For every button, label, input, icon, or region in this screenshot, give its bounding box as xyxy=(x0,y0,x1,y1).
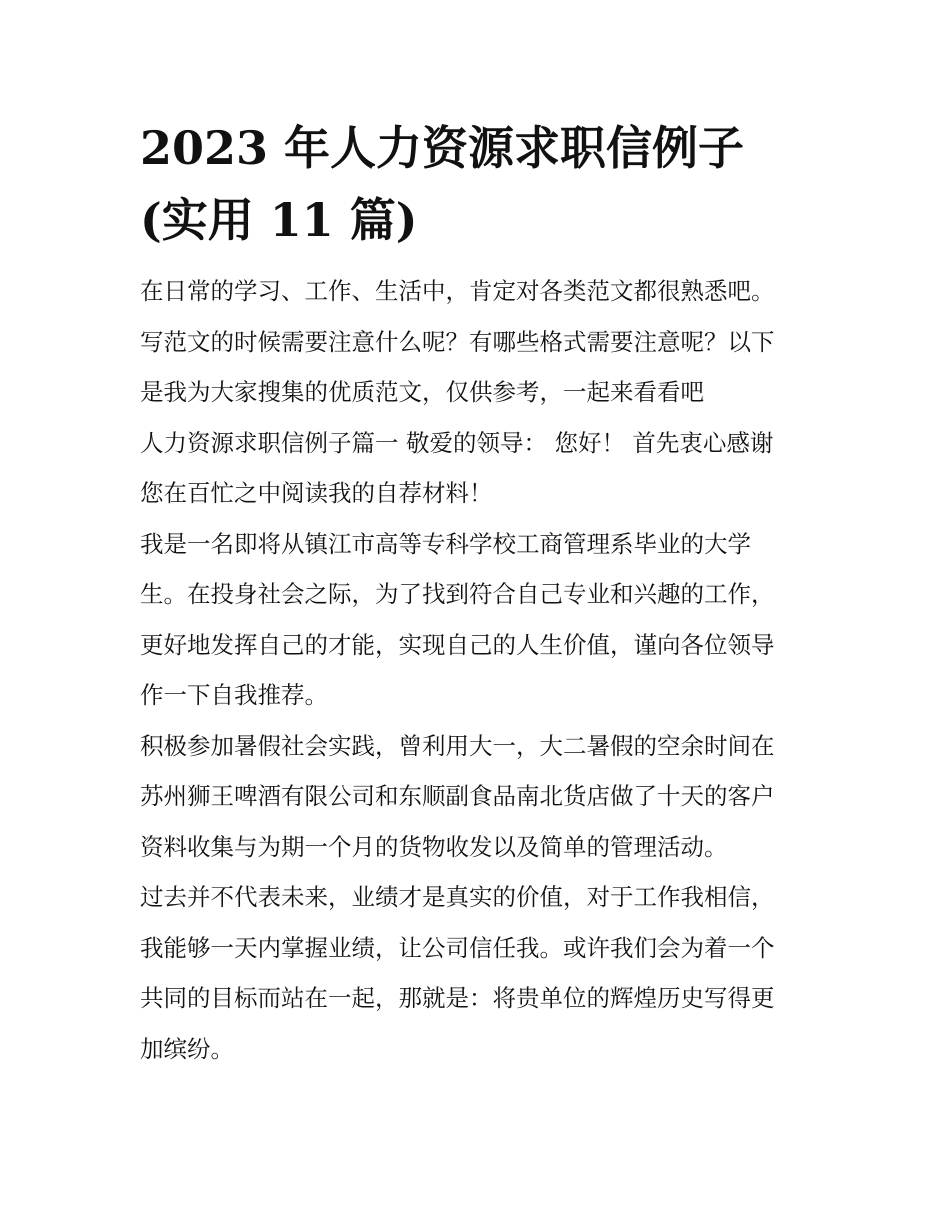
text-line: 苏州狮王啤酒有限公司和东顺副食品南北货店做了十天的客户 xyxy=(140,782,775,810)
text-line: 生。在投身社会之际，为了找到符合自己专业和兴趣的工作， xyxy=(140,580,775,608)
text-line: 我能够一天内掌握业绩，让公司信任我。或许我们会为着一个 xyxy=(140,933,775,962)
text-line: 您在百忙之中阅读我的自荐材料！ xyxy=(140,479,493,507)
text-line: 写范文的时候需要注意什么呢？有哪些格式需要注意呢？以下 xyxy=(140,327,775,356)
paragraph-self-intro xyxy=(140,519,820,721)
paragraph-practice xyxy=(140,721,820,873)
title-line: 2023 年人力资源求职信例子 xyxy=(140,121,745,175)
text-line: 是我为大家搜集的优质范文，仅供参考，一起来看看吧 xyxy=(140,378,704,406)
text-line: 在日常的学习、工作、生活中，肯定对各类范文都很熟悉吧。 xyxy=(140,277,775,305)
text-line: 加缤纷。 xyxy=(140,1034,234,1063)
paragraph-greeting xyxy=(140,418,820,519)
document-body xyxy=(140,112,820,1074)
paragraph-closing xyxy=(140,872,820,1074)
text-line: 我是一名即将从镇江市高等专科学校工商管理系毕业的大学 xyxy=(140,529,751,558)
text-line: 过去并不代表未来，业绩才是真实的价值，对于工作我相信， xyxy=(140,883,775,911)
text-line: 作一下自我推荐。 xyxy=(140,681,328,709)
text-line: 共同的目标而站在一起，那就是：将贵单位的辉煌历史写得更 xyxy=(140,984,775,1012)
text-line: 人力资源求职信例子篇一 敬爱的领导： 您好！ 首先衷心感谢 xyxy=(140,428,774,457)
text-line: 积极参加暑假社会实践，曾利用大一，大二暑假的空余时间在 xyxy=(140,731,775,760)
document-title xyxy=(140,112,820,256)
paragraph-intro xyxy=(140,266,820,418)
text-line: 更好地发挥自己的才能，实现自己的人生价值，谨向各位领导 xyxy=(140,630,775,659)
title-line: (实用 11 篇) xyxy=(140,193,418,247)
text-line: 资料收集与为期一个月的货物收发以及简单的管理活动。 xyxy=(140,832,728,861)
